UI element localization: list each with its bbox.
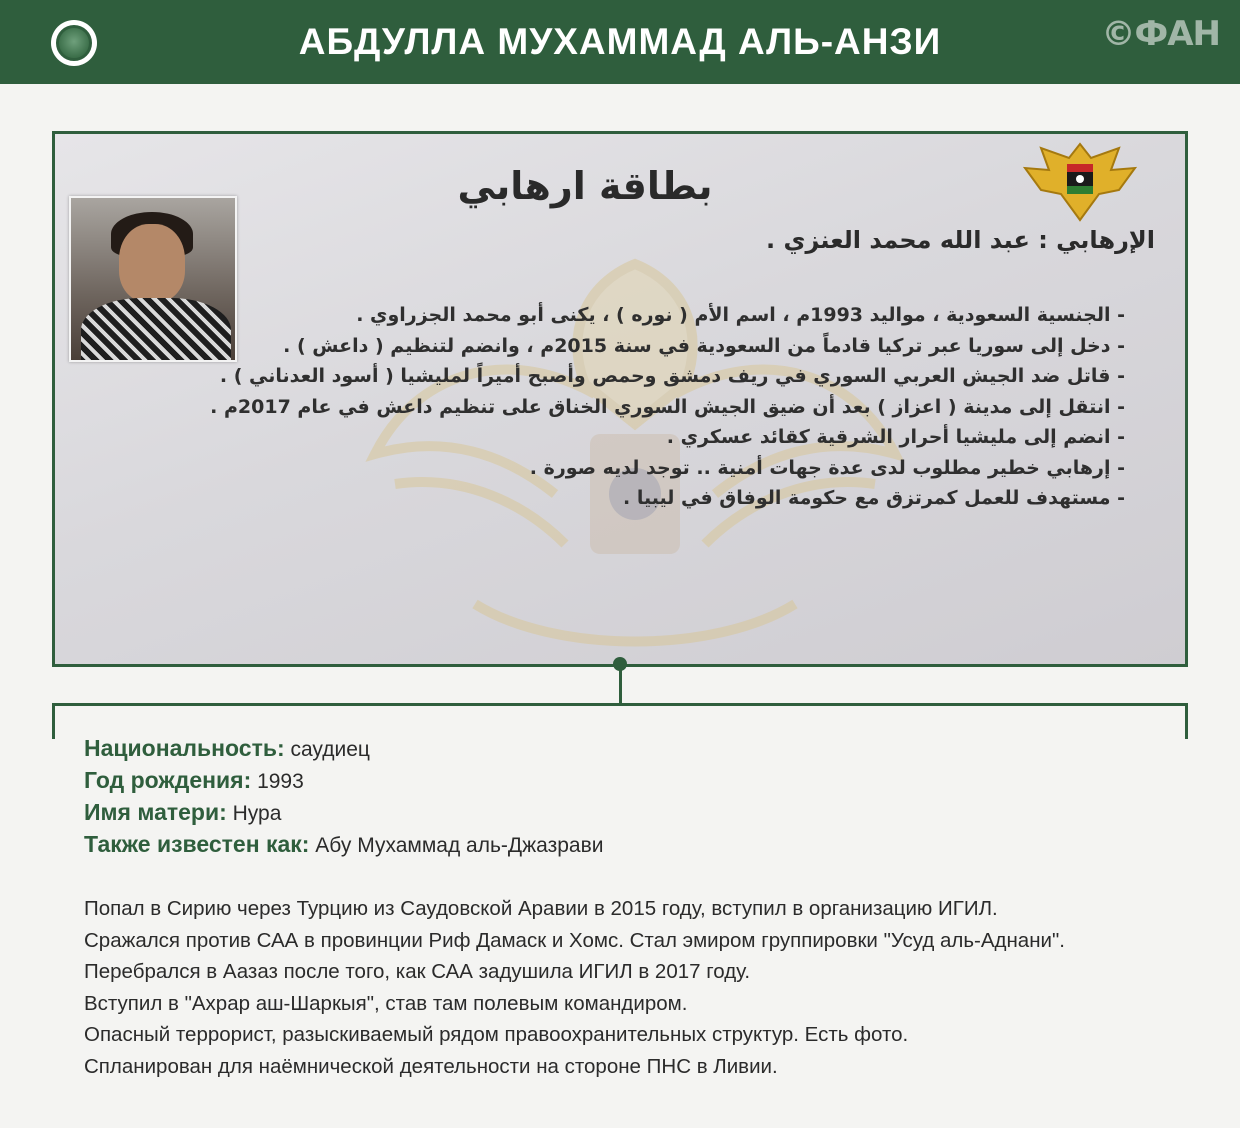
fact-label: Национальность: bbox=[84, 735, 285, 761]
card-line: - دخل إلى سوريا عبر تركيا قادماً من السعودية في سنة 2015م ، وانضم لتنظيم ( داعش ) . bbox=[283, 334, 1125, 357]
fact-alias bbox=[84, 828, 603, 860]
fact-label: Также известен как: bbox=[84, 831, 310, 857]
fan-logo-icon bbox=[51, 20, 97, 66]
watermark: ©ФАН bbox=[1101, 14, 1220, 54]
biography bbox=[84, 893, 1065, 1082]
connector-line bbox=[619, 664, 622, 704]
fact-mother-name bbox=[84, 796, 603, 828]
card-line: - انضم إلى مليشيا أحرار الشرقية كقائد عسكري . bbox=[666, 426, 1125, 448]
fact-value: Нура bbox=[226, 802, 282, 825]
card-line: - الجنسية السعودية ، مواليد 1993م ، اسم الأم ( نوره ) ، يكنى أبو محمد الجزراوي . bbox=[356, 304, 1125, 326]
card-line: - إرهابي خطير مطلوب لدى عدة جهات أمنية .. توجد لديه صورة . bbox=[529, 456, 1125, 479]
card-line: - قاتل ضد الجيش العربي السوري في ريف دمشق وحمص وأصبح أميراً لمليشيا ( أسود العدناني ) . bbox=[219, 365, 1125, 387]
libyan-army-emblem-icon bbox=[1019, 138, 1141, 226]
card-lines bbox=[205, 300, 1125, 514]
bio-line: Вступил в "Ахрар аш-Шаркыя", став там полевым командиром. bbox=[84, 991, 688, 1015]
document-photo bbox=[52, 131, 1188, 667]
bio-line: Перебрался в Аазаз после того, как САА задушила ИГИЛ в 2017 году. bbox=[84, 960, 751, 983]
bio-line: Спланирован для наёмнической деятельности на стороне ПНС в Ливии. bbox=[84, 1054, 778, 1078]
fact-value: Абу Мухаммад аль-Джазрави bbox=[309, 834, 604, 857]
bio-line: Опасный террорист, разыскиваемый рядом правоохранительных структур. Есть фото. bbox=[84, 1023, 909, 1046]
header-bar bbox=[0, 0, 1240, 84]
facts-list bbox=[84, 732, 603, 860]
page-title: АБДУЛЛА МУХАММАД АЛЬ-АНЗИ bbox=[298, 21, 942, 62]
fact-nationality bbox=[84, 732, 603, 764]
fact-birth-year bbox=[84, 764, 603, 796]
card-name: الإرهابي : عبد الله محمد العنزي . bbox=[766, 226, 1155, 254]
fact-label: Имя матери: bbox=[84, 799, 227, 825]
terrorist-card bbox=[55, 134, 1185, 664]
bio-line: Попал в Сирию через Турцию из Саудовской Аравии в 2015 году, вступил в организацию ИГИЛ. bbox=[84, 897, 998, 920]
bio-line: Сражался против САА в провинции Риф Дамаск и Хомс. Стал эмиром группировки "Усуд аль-Аднани". bbox=[84, 928, 1065, 952]
card-line: - انتقل إلى مدينة ( اعزاز ) بعد أن ضيق الجيش السوري الخناق على تنظيم داعش في عام 2017م . bbox=[210, 395, 1125, 418]
fact-label: Год рождения: bbox=[84, 767, 252, 793]
card-title: بطاقة ارهابي bbox=[457, 164, 713, 208]
card-line: - مستهدف للعمل كمرتزق مع حكومة الوفاق في ليبيا . bbox=[623, 487, 1125, 509]
fact-value: саудиец bbox=[284, 738, 370, 761]
fact-value: 1993 bbox=[251, 770, 304, 793]
